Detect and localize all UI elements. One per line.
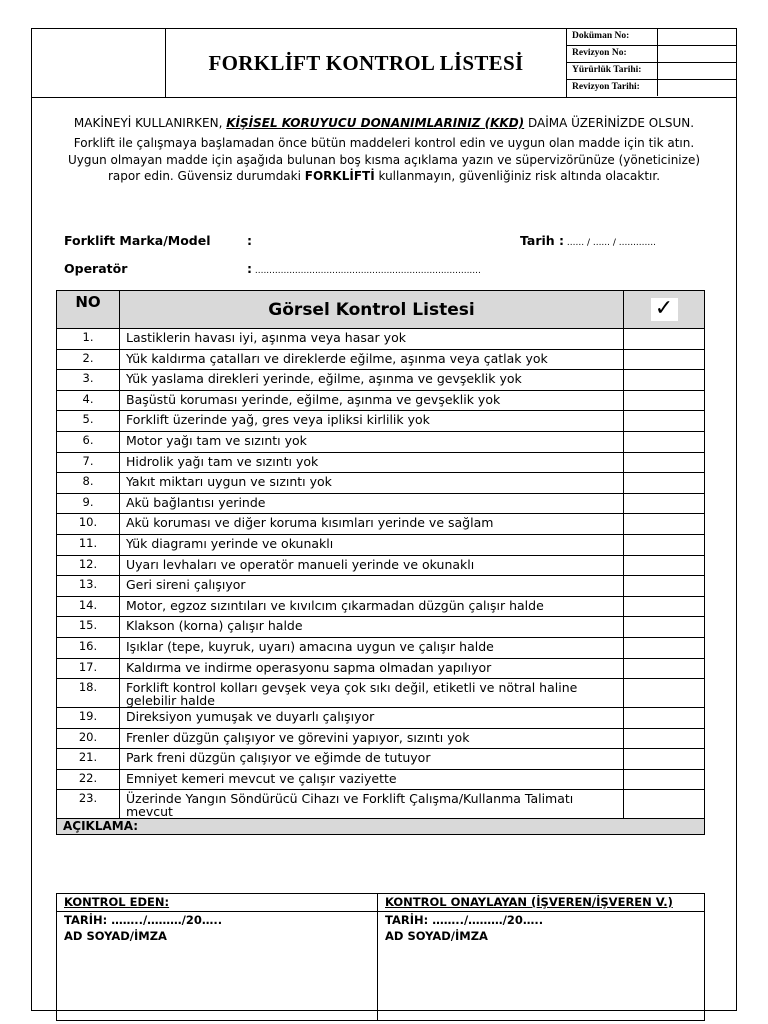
item-text: Forklift kontrol kolları gevşek veya çok sıkı değil, etiketli ve nötral haline gelebilir halde [120, 679, 624, 708]
item-number: 20. [57, 728, 120, 749]
item-check-cell[interactable] [624, 637, 705, 658]
checklist-row [57, 749, 705, 770]
checklist-row [57, 431, 705, 452]
instruction-paragraph [62, 135, 706, 185]
checked-by-date: TARİH: ……../………/20….. [64, 913, 223, 927]
item-check-cell[interactable] [624, 452, 705, 473]
brand-model-colon: : [247, 233, 252, 248]
header-divider [32, 97, 736, 98]
checklist-row [57, 555, 705, 576]
item-number: 1. [57, 329, 120, 350]
form-header [32, 29, 736, 97]
instruction-bold: FORKLİFTİ [304, 169, 375, 183]
item-check-cell[interactable] [624, 790, 705, 819]
approved-by-header: KONTROL ONAYLAYAN (İŞVEREN/İŞVEREN V.) [378, 894, 705, 912]
meta-value [657, 29, 738, 45]
item-text: Uyarı levhaları ve operatör manueli yerinde ve okunaklı [120, 555, 624, 576]
form-page [31, 28, 737, 1011]
ppe-warning [62, 111, 706, 135]
item-check-cell[interactable] [624, 596, 705, 617]
checklist-row [57, 514, 705, 535]
item-number: 17. [57, 658, 120, 679]
logo-area [32, 29, 166, 97]
checklist-row [57, 411, 705, 432]
item-number: 23. [57, 790, 120, 819]
date-label: Tarih : [520, 233, 565, 248]
item-text: Frenler düzgün çalışıyor ve görevini yapıyor, sızıntı yok [120, 728, 624, 749]
item-text: Başüstü koruması yerinde, eğilme, aşınma ve gevşeklik yok [120, 390, 624, 411]
item-number: 18. [57, 679, 120, 708]
item-check-cell[interactable] [624, 349, 705, 370]
checklist-header-row [57, 291, 705, 329]
meta-row [567, 80, 737, 97]
item-check-cell[interactable] [624, 617, 705, 638]
operator-colon: : [247, 261, 252, 276]
item-number: 9. [57, 493, 120, 514]
item-number: 3. [57, 370, 120, 391]
checked-by-name-signature: AD SOYAD/İMZA [64, 929, 167, 943]
item-check-cell[interactable] [624, 411, 705, 432]
item-number: 14. [57, 596, 120, 617]
item-text: Motor, egzoz sızıntıları ve kıvılcım çıkarmadan düzgün çalışır halde [120, 596, 624, 617]
item-number: 16. [57, 637, 120, 658]
checklist-row [57, 637, 705, 658]
checklist-row [57, 534, 705, 555]
checklist-row [57, 452, 705, 473]
operator-blank: ............................................................................... [252, 266, 481, 276]
checklist-row [57, 769, 705, 790]
ppe-warning-kkd: KİŞİSEL KORUYUCU DONANIMLARINIZ (KKD) [226, 116, 525, 130]
item-check-cell[interactable] [624, 390, 705, 411]
item-text: Üzerinde Yangın Söndürücü Cihazı ve Forklift Çalışma/Kullanma Talimatı mevcut [120, 790, 624, 819]
operator-field[interactable] [247, 261, 481, 276]
item-text: Yük kaldırma çatalları ve direklerde eğilme, aşınma veya çatlak yok [120, 349, 624, 370]
item-text: Yük yaslama direkleri yerinde, eğilme, aşınma ve gevşeklik yok [120, 370, 624, 391]
checklist-row [57, 596, 705, 617]
item-check-cell[interactable] [624, 329, 705, 350]
item-check-cell[interactable] [624, 370, 705, 391]
checklist-row [57, 576, 705, 597]
item-text: Geri sireni çalışıyor [120, 576, 624, 597]
item-text: Motor yağı tam ve sızıntı yok [120, 431, 624, 452]
form-title: FORKLİFT KONTROL LİSTESİ [208, 50, 524, 75]
item-check-cell[interactable] [624, 576, 705, 597]
approved-by-date: TARİH: ……../………/20….. [385, 913, 544, 927]
meta-row [567, 29, 737, 46]
item-check-cell[interactable] [624, 769, 705, 790]
item-number: 7. [57, 452, 120, 473]
visual-checklist-table [56, 290, 705, 835]
item-text: Lastiklerin havası iyi, aşınma veya hasar yok [120, 329, 624, 350]
item-check-cell[interactable] [624, 679, 705, 708]
checklist-row [57, 329, 705, 350]
approved-by-name-signature: AD SOYAD/İMZA [385, 929, 488, 943]
check-column-header [624, 291, 705, 329]
checklist-row [57, 493, 705, 514]
item-text: Akü bağlantısı yerinde [120, 493, 624, 514]
item-check-cell[interactable] [624, 749, 705, 770]
item-check-cell[interactable] [624, 493, 705, 514]
item-check-cell[interactable] [624, 431, 705, 452]
signature-table [56, 893, 705, 1021]
item-number: 12. [57, 555, 120, 576]
item-text: Hidrolik yağı tam ve sızıntı yok [120, 452, 624, 473]
ppe-warning-pre: MAKİNEYİ KULLANIRKEN, [73, 116, 227, 130]
checkmark-icon: ✓ [651, 298, 678, 321]
meta-value [657, 63, 738, 79]
brand-model-label: Forklift Marka/Model [64, 233, 211, 248]
document-meta [566, 29, 736, 97]
item-number: 2. [57, 349, 120, 370]
item-check-cell[interactable] [624, 555, 705, 576]
item-number: 11. [57, 534, 120, 555]
item-number: 13. [57, 576, 120, 597]
item-number: 10. [57, 514, 120, 535]
checklist-row [57, 617, 705, 638]
item-number: 5. [57, 411, 120, 432]
meta-value [657, 46, 738, 62]
checklist-row [57, 679, 705, 708]
operator-label: Operatör [64, 261, 128, 276]
item-text: Emniyet kemeri mevcut ve çalışır vaziyette [120, 769, 624, 790]
meta-row [567, 46, 737, 63]
checklist-row [57, 370, 705, 391]
item-number: 22. [57, 769, 120, 790]
checklist-row [57, 790, 705, 819]
item-text: Park freni düzgün çalışıyor ve eğimde de tutuyor [120, 749, 624, 770]
item-text: Yük diagramı yerinde ve okunaklı [120, 534, 624, 555]
aciklama-label: AÇIKLAMA: [57, 819, 705, 835]
item-text: Forklift üzerinde yağ, gres veya ipliksi kirlilik yok [120, 411, 624, 432]
item-text: Yakıt miktarı uygun ve sızıntı yok [120, 473, 624, 494]
checklist-row [57, 473, 705, 494]
item-text: Akü koruması ve diğer koruma kısımları yerinde ve sağlam [120, 514, 624, 535]
checklist-title: Görsel Kontrol Listesi [120, 291, 624, 329]
date-field[interactable] [520, 233, 656, 248]
meta-label: Yürürlük Tarihi: [572, 65, 642, 75]
instructions [62, 111, 706, 185]
checklist-row [57, 658, 705, 679]
item-text: Klakson (korna) çalışır halde [120, 617, 624, 638]
meta-row [567, 63, 737, 80]
checked-by-header: KONTROL EDEN: [57, 894, 377, 912]
item-text: Kaldırma ve indirme operasyonu sapma olmadan yapılıyor [120, 658, 624, 679]
meta-value [657, 80, 738, 96]
no-column-header: NO [57, 291, 120, 329]
item-number: 4. [57, 390, 120, 411]
meta-label: Revizyon Tarihi: [572, 82, 640, 92]
checklist-row [57, 390, 705, 411]
item-number: 6. [57, 431, 120, 452]
ppe-warning-post: DAİMA ÜZERİNİZDE OLSUN. [524, 116, 695, 130]
meta-label: Doküman No: [572, 31, 630, 41]
checked-by-column[interactable] [57, 894, 377, 1020]
item-number: 21. [57, 749, 120, 770]
item-check-cell[interactable] [624, 534, 705, 555]
item-check-cell[interactable] [624, 473, 705, 494]
meta-label: Revizyon No: [572, 48, 627, 58]
checklist-row [57, 708, 705, 729]
item-number: 19. [57, 708, 120, 729]
item-check-cell[interactable] [624, 658, 705, 679]
item-number: 15. [57, 617, 120, 638]
item-check-cell[interactable] [624, 514, 705, 535]
date-blank: ...... / ...... / ............. [564, 238, 656, 248]
checklist-row [57, 728, 705, 749]
aciklama-row[interactable] [57, 819, 705, 835]
approved-by-column[interactable] [377, 894, 705, 1020]
checklist-row [57, 349, 705, 370]
instruction-text-end: kullanmayın, güvenliğiniz risk altında olacaktır. [374, 169, 661, 183]
item-check-cell[interactable] [624, 708, 705, 729]
item-text: Direksiyon yumuşak ve duyarlı çalışıyor [120, 708, 624, 729]
instruction-text: Forklift ile çalışmaya başlamadan önce bütün maddeleri kontrol edin ve uygun olan madde için tik atın. Uygun olmayan madde için aşağıda bulunan boş kısma açıklama yazın ve süpervizörünüze (yöneticinize) rapor edin. Güvensiz durumdaki [67, 136, 701, 183]
item-check-cell[interactable] [624, 728, 705, 749]
item-number: 8. [57, 473, 120, 494]
item-text: Işıklar (tepe, kuyruk, uyarı) amacına uygun ve çalışır halde [120, 637, 624, 658]
